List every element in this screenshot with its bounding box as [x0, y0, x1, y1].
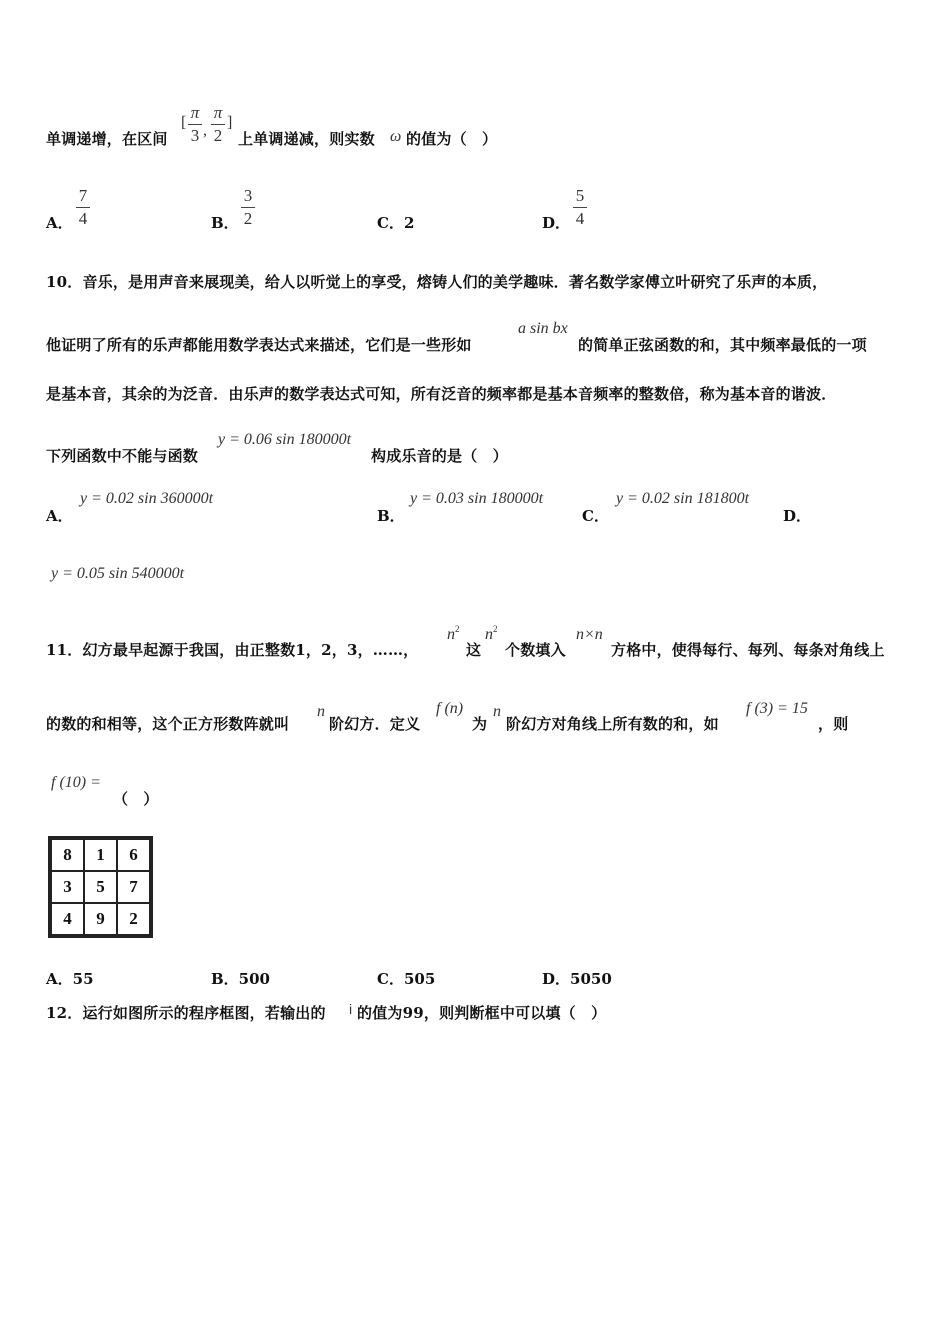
q11-f10-paren: （ ） [113, 790, 159, 808]
q9-option-b: B． [211, 214, 239, 232]
q12-i-variable: i [349, 1001, 353, 1017]
q12-text-pre: 12．运行如图所示的程序框图，若输出的 [46, 1004, 326, 1022]
q10-line-2-post: 的简单正弦函数的和，其中频率最低的一项 [578, 336, 867, 354]
q9-text-pre: 单调递增，在区间 [46, 130, 168, 148]
q9-option-d-den: 4 [575, 209, 585, 228]
q10-option-a-math: y = 0.02 sin 360000t [80, 490, 214, 507]
q10-line-4-pre: 下列函数中不能与函数 [46, 447, 199, 465]
q10-option-a-label: A． [46, 507, 73, 525]
q10-option-d-label: D． [783, 507, 812, 525]
q11-line-1-post: 方格中，使得每行、每列、每条对角线上 [611, 641, 885, 659]
magic-square-cell: 3 [51, 871, 84, 903]
q10-line-4-post: 构成乐音的是（ ） [371, 447, 508, 465]
magic-square-cell: 1 [84, 839, 117, 871]
q9-frac1-num: π [190, 103, 200, 122]
q10-option-b-label: B． [377, 507, 405, 525]
q11-option-c: C．505 [377, 970, 436, 988]
q10-line-2-pre: 他证明了所有的乐声都能用数学表达式来描述，它们是一些形如 [46, 336, 472, 354]
q10-option-d-math: y = 0.05 sin 540000t [51, 565, 185, 582]
q10-option-c-label: C． [582, 507, 609, 525]
q11-f3-equals-15: f (3) = 15 [746, 700, 808, 717]
q11-n-order: n [317, 703, 325, 720]
q10-line-3: 是基本音，其余的为泛音．由乐声的数学表达式可知，所有泛音的频率都是基本音频率的整数倍，称为基本音的谐波． [46, 385, 837, 403]
q11-n-b-base: n [485, 626, 493, 643]
q9-option-d-frac [573, 186, 587, 229]
magic-square-cell: 5 [84, 871, 117, 903]
q11-line-2-post: ，则 [818, 715, 849, 733]
q11-f-of-n: f (n) [436, 700, 464, 717]
q11-line-1-mid: 这 [466, 641, 482, 659]
magic-square-cell: 8 [51, 839, 84, 871]
q10-line-1: 10．音乐，是用声音来展现美，给人以听觉上的享受，熔铸人们的美学趣味．著名数学家傅立叶研究了乐声的本质， [46, 273, 828, 291]
magic-square-cell: 7 [117, 871, 150, 903]
q9-interval-open: [ [181, 114, 187, 131]
q11-line-2-mid: 阶幻方．定义 [329, 715, 421, 733]
q9-option-d: D． [542, 214, 571, 232]
q9-interval-close: ] [227, 114, 233, 131]
q11-option-a: A．55 [46, 970, 94, 988]
q9-option-d-num: 5 [575, 186, 585, 205]
magic-square-cell: 2 [117, 903, 150, 935]
magic-square-cell: 6 [117, 839, 150, 871]
q11-n-squared-a [447, 626, 460, 644]
magic-square-cell: 9 [84, 903, 117, 935]
q11-n-def: n [493, 703, 501, 720]
q11-f10: f (10) = [51, 774, 101, 791]
q12-text-post: 的值为99，则判断框中可以填（ ） [357, 1004, 607, 1022]
q9-interval-comma: , [203, 122, 207, 139]
q9-interval-frac-1 [188, 103, 202, 146]
q9-interval-frac-2 [211, 103, 225, 146]
q11-option-b: B．500 [211, 970, 270, 988]
q11-n-squared-b [485, 626, 498, 644]
q11-n-b-exp: 2 [493, 624, 498, 634]
q9-option-a-frac [76, 186, 90, 229]
q10-line-4-math: y = 0.06 sin 180000t [218, 431, 352, 448]
q11-line-1-pre: 11．幻方最早起源于我国，由正整数1，2，3，……， [46, 641, 419, 659]
q11-line-2-pre: 的数的和相等，这个正方形数阵就叫 [46, 715, 290, 733]
magic-square-figure [48, 836, 153, 938]
q9-frac2-den: 2 [213, 126, 223, 145]
q9-option-c: C．2 [377, 214, 415, 232]
q11-n-by-n: n×n [576, 626, 603, 643]
q9-text-post: 上单调递减，则实数 [238, 130, 375, 148]
q9-omega: ω [390, 128, 402, 145]
magic-square-cell: 4 [51, 903, 84, 935]
q9-option-a-den: 4 [78, 209, 88, 228]
q9-frac2-num: π [213, 103, 223, 122]
q11-n-a-base: n [447, 626, 455, 643]
q10-line-2-math: a sin bx [518, 320, 568, 337]
q9-frac1-den: 3 [190, 126, 200, 145]
q11-option-d: D．5050 [542, 970, 612, 988]
q11-line-1-mid2: 个数填入 [505, 641, 566, 659]
q9-option-a-num: 7 [78, 186, 88, 205]
q9-option-b-num: 3 [243, 186, 253, 205]
q9-text-end: 的值为（ ） [406, 130, 498, 148]
q11-n-a-exp: 2 [455, 624, 460, 634]
q10-option-b-math: y = 0.03 sin 180000t [410, 490, 544, 507]
q11-line-2-mid3: 阶幻方对角线上所有数的和，如 [506, 715, 719, 733]
q9-option-a: A． [46, 214, 73, 232]
q9-option-b-den: 2 [243, 209, 253, 228]
q9-option-b-frac [241, 186, 255, 229]
q10-option-c-math: y = 0.02 sin 181800t [616, 490, 750, 507]
q11-line-2-mid2: 为 [472, 715, 488, 733]
